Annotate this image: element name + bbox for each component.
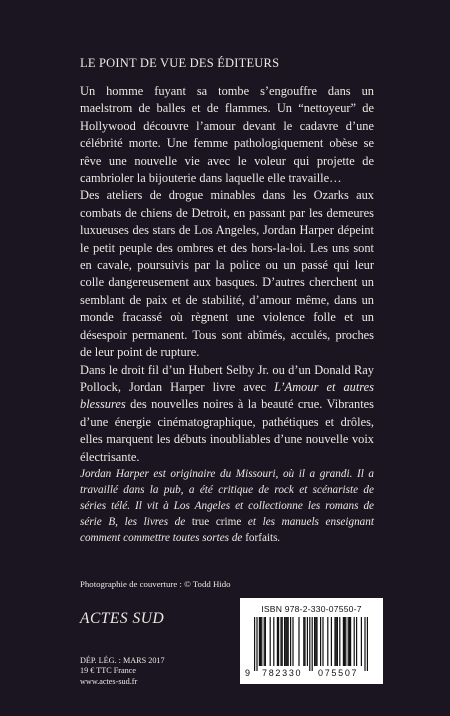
blurb-paragraph-2: Des ateliers de drogue minables dans les Ozarks aux combats de chiens de Detroit, en passant par les demeures luxueuses des stars de Los Angeles, Jordan Harper dépeint le petit peuple des ombres et des hors-la-loi. Les uns sont en cavale, poursuivis par la police ou un passé qui leur colle dangereusement aux basques. D’autres cherchent un semblant de paix et de stabilité, d’amour même, dans un monde fracassé où règnent une violence folle et un désespoir permanent. Tous sont abîmés, acculés, proches de leur point de rupture. <box>80 188 374 360</box>
section-heading: LE POINT DE VUE DES ÉDITEURS <box>80 56 280 70</box>
barcode-bar <box>309 617 310 671</box>
barcode-bar <box>350 617 351 666</box>
bio-roman-2: forfaits <box>245 532 278 544</box>
barcode-bar <box>264 617 265 666</box>
photo-credit: Photographie de couverture : © Todd Hido <box>80 579 231 589</box>
barcode-bar <box>273 617 274 666</box>
barcode-bar <box>364 617 365 671</box>
barcode-bar <box>304 617 305 666</box>
bio-part-2: et les manuels enseignant comment commettre toutes sortes de <box>80 516 374 544</box>
barcode-bar <box>345 617 346 666</box>
barcode-bar <box>354 617 355 666</box>
barcode-bar <box>356 617 357 666</box>
author-bio <box>80 466 374 546</box>
barcode-bar <box>284 617 285 666</box>
barcode-bar <box>254 617 255 671</box>
barcode-bar <box>278 617 279 666</box>
barcode-bar <box>265 617 266 666</box>
barcode-bar <box>282 617 283 666</box>
price: 19 € TTC France <box>80 666 137 676</box>
barcode-group-2: 075507 <box>318 668 359 678</box>
barcode-bar <box>315 617 316 666</box>
blurb-paragraph-1: Un homme fuyant sa tombe s’engouffre dans un maelstrom de balles et de flammes. Un “nettoyeur” de Hollywood découvre l’amour devant le cadavre d’une célébrité morte. Une femme pathologiquement obèse se rêve une nouvelle vie avec le voleur qui projette de cambrioler la bijouterie dans laquelle elle travaille… <box>80 84 374 186</box>
publisher-logo: ACTES SUD <box>80 610 165 627</box>
barcode-bar <box>298 617 299 666</box>
barcode-bar <box>307 617 308 666</box>
barcode-bar <box>312 617 313 671</box>
paragraph-3-after: des nouvelles noires à la beauté crue. Vibrantes d’une énergie cinématographique, pathétiques et drôles, elles marquent les débuts inoubliables d’une nouvelle voix électrisante. <box>80 397 374 464</box>
barcode-bar <box>261 617 262 666</box>
bio-part-1: Jordan Harper est originaire du Missouri, où il a grandi. Il a travaillé dans la pub, a été critique de rock et scénariste de séries télé. Il vit à Los Angeles et collectionne les romans de série B, les livres de <box>80 468 374 528</box>
barcode-bar <box>290 617 291 666</box>
barcode-bar <box>367 617 368 671</box>
barcode-bar <box>337 617 338 666</box>
barcode-bar <box>331 617 332 666</box>
barcode-bar <box>285 617 286 666</box>
paragraph-3-before: Dans le droit fil d’un Hubert Selby Jr. ou d’un Donald Ray Pollock, Jordan Harper livre avec <box>80 362 374 394</box>
barcode-group-1: 782330 <box>262 668 303 678</box>
barcode-bar <box>277 617 278 666</box>
blurb <box>80 83 374 466</box>
barcode-box <box>240 598 383 684</box>
barcode-bar <box>339 617 340 666</box>
barcode-bar <box>259 617 260 666</box>
barcode-bar <box>343 617 344 666</box>
barcode-bar <box>288 617 289 666</box>
barcode-bar <box>286 617 287 666</box>
barcode-bar <box>320 617 321 666</box>
bio-roman-1: true crime <box>191 516 242 528</box>
barcode-bar <box>260 617 261 666</box>
barcode-bar <box>334 617 335 666</box>
legal-deposit: DÉP. LÉG. : MARS 2017 <box>80 656 165 665</box>
barcode-icon <box>254 617 369 671</box>
barcode-bar <box>314 617 315 666</box>
blurb-paragraph-3 <box>80 362 374 466</box>
barcode-bar <box>270 617 271 666</box>
barcode-bar <box>303 617 304 666</box>
barcode-lead-digit: 9 <box>245 668 251 678</box>
barcode-bar <box>327 617 328 666</box>
barcode-bar <box>336 617 337 666</box>
barcode-bar <box>344 617 345 666</box>
barcode-bar <box>256 617 257 671</box>
legal-info <box>80 656 165 687</box>
barcode-bar <box>348 617 349 666</box>
barcode-bar <box>292 617 293 666</box>
bio-part-3: . <box>277 532 281 544</box>
barcode-bar <box>316 617 317 666</box>
barcode-bar <box>280 617 281 666</box>
barcode-bar <box>349 617 350 666</box>
isbn: ISBN 978-2-330-07550-7 <box>261 604 362 614</box>
book-title: L’Amour et autres blessures <box>80 379 374 412</box>
barcode-bar <box>322 617 323 666</box>
publisher-url: www.actes-sud.fr <box>80 676 138 686</box>
barcode-bar <box>361 617 362 666</box>
